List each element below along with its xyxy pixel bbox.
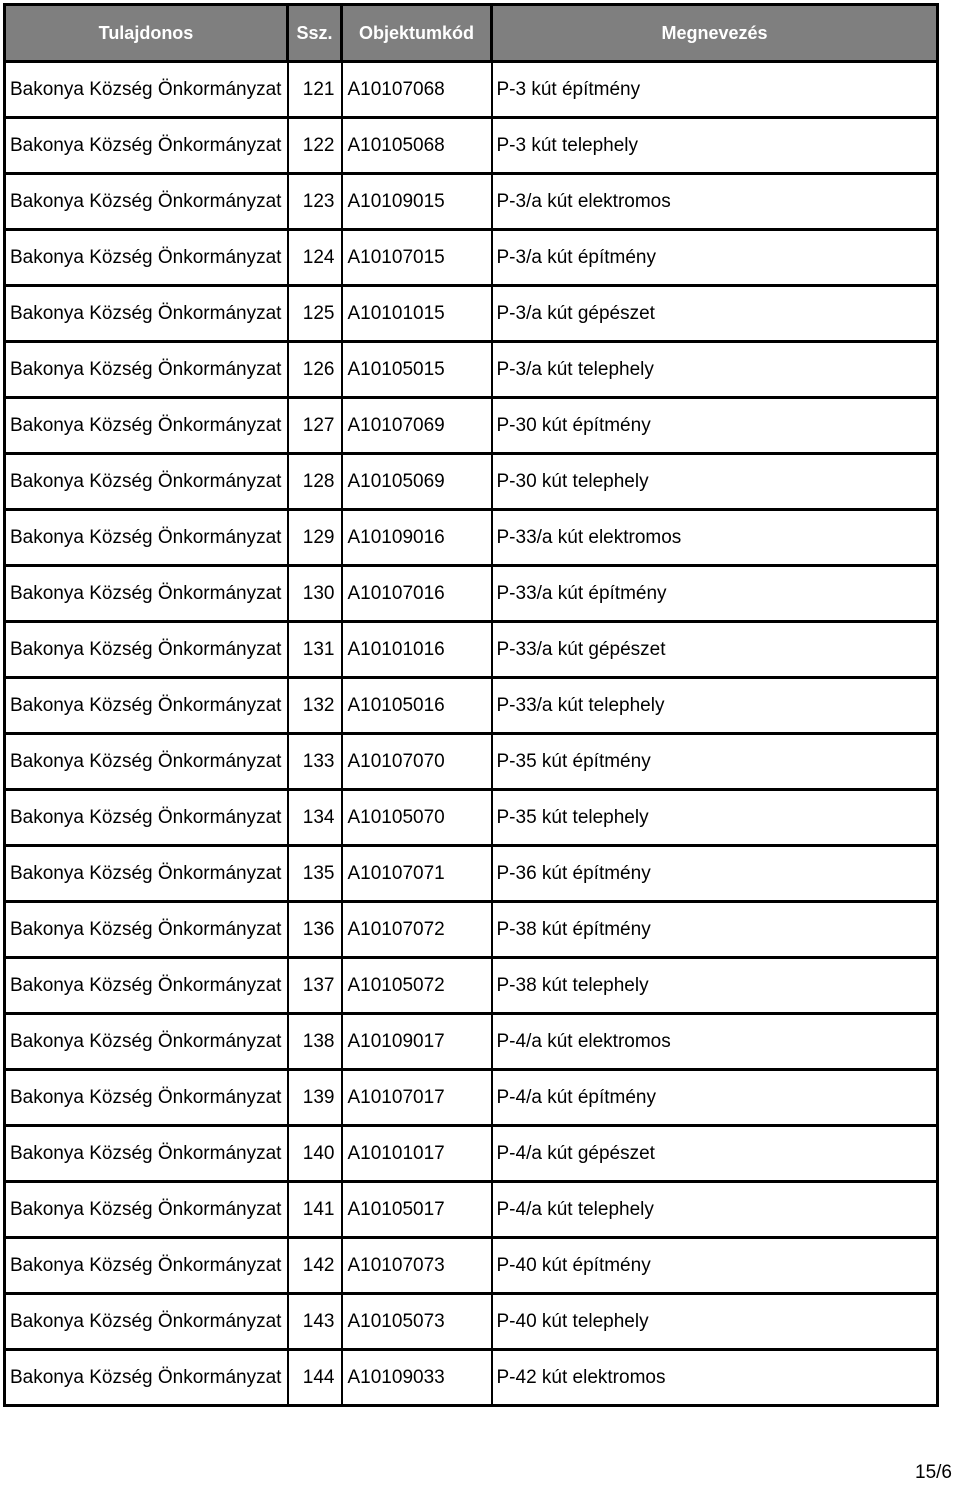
table-row: [5, 230, 938, 286]
cell-owner: Bakonya Község Önkormányzat: [5, 846, 288, 902]
cell-owner: Bakonya Község Önkormányzat: [5, 790, 288, 846]
cell-name: P-4/a kút elektromos: [492, 1014, 938, 1070]
cell-name: P-3 kút telephely: [492, 118, 938, 174]
cell-name: P-3 kút építmény: [492, 62, 938, 118]
table-row: [5, 1238, 938, 1294]
table-row: [5, 454, 938, 510]
cell-owner: Bakonya Község Önkormányzat: [5, 734, 288, 790]
table-row: [5, 734, 938, 790]
cell-name: P-3/a kút elektromos: [492, 174, 938, 230]
cell-code: A10107069: [342, 398, 492, 454]
cell-seq: 124: [288, 230, 342, 286]
cell-owner: Bakonya Község Önkormányzat: [5, 902, 288, 958]
table-row: [5, 286, 938, 342]
table-row: [5, 1294, 938, 1350]
cell-owner: Bakonya Község Önkormányzat: [5, 510, 288, 566]
cell-owner: Bakonya Község Önkormányzat: [5, 622, 288, 678]
cell-code: A10107073: [342, 1238, 492, 1294]
table-row: [5, 398, 938, 454]
header-row: [5, 5, 938, 62]
cell-owner: Bakonya Község Önkormányzat: [5, 174, 288, 230]
cell-owner: Bakonya Község Önkormányzat: [5, 1238, 288, 1294]
cell-code: A10107016: [342, 566, 492, 622]
table-row: [5, 790, 938, 846]
cell-name: P-40 kút telephely: [492, 1294, 938, 1350]
cell-name: P-36 kút építmény: [492, 846, 938, 902]
inventory-table: [3, 3, 939, 1407]
table-header: [5, 5, 938, 62]
cell-name: P-30 kút építmény: [492, 398, 938, 454]
cell-owner: Bakonya Község Önkormányzat: [5, 1014, 288, 1070]
cell-owner: Bakonya Község Önkormányzat: [5, 958, 288, 1014]
cell-code: A10105069: [342, 454, 492, 510]
cell-code: A10105017: [342, 1182, 492, 1238]
cell-code: A10109015: [342, 174, 492, 230]
cell-code: A10105015: [342, 342, 492, 398]
cell-seq: 130: [288, 566, 342, 622]
cell-name: P-33/a kút elektromos: [492, 510, 938, 566]
cell-name: P-35 kút telephely: [492, 790, 938, 846]
cell-seq: 129: [288, 510, 342, 566]
cell-seq: 144: [288, 1350, 342, 1406]
cell-code: A10101015: [342, 286, 492, 342]
cell-seq: 121: [288, 62, 342, 118]
cell-owner: Bakonya Község Önkormányzat: [5, 286, 288, 342]
table-row: [5, 118, 938, 174]
cell-seq: 142: [288, 1238, 342, 1294]
cell-owner: Bakonya Község Önkormányzat: [5, 1126, 288, 1182]
table-row: [5, 174, 938, 230]
table-row: [5, 1014, 938, 1070]
cell-owner: Bakonya Község Önkormányzat: [5, 118, 288, 174]
column-header-name: Megnevezés: [492, 5, 938, 62]
cell-seq: 123: [288, 174, 342, 230]
cell-code: A10109017: [342, 1014, 492, 1070]
page-number: 15/6: [915, 1462, 952, 1483]
cell-seq: 135: [288, 846, 342, 902]
cell-name: P-42 kút elektromos: [492, 1350, 938, 1406]
cell-owner: Bakonya Község Önkormányzat: [5, 678, 288, 734]
cell-code: A10105068: [342, 118, 492, 174]
table-row: [5, 62, 938, 118]
table-row: [5, 342, 938, 398]
table-row: [5, 1126, 938, 1182]
cell-name: P-30 kút telephely: [492, 454, 938, 510]
cell-seq: 122: [288, 118, 342, 174]
cell-code: A10101017: [342, 1126, 492, 1182]
cell-code: A10109016: [342, 510, 492, 566]
table-row: [5, 1070, 938, 1126]
cell-code: A10101016: [342, 622, 492, 678]
cell-seq: 132: [288, 678, 342, 734]
cell-seq: 128: [288, 454, 342, 510]
inventory-table-wrapper: [3, 3, 936, 1407]
cell-owner: Bakonya Község Önkormányzat: [5, 1350, 288, 1406]
cell-code: A10107015: [342, 230, 492, 286]
cell-seq: 137: [288, 958, 342, 1014]
cell-code: A10105016: [342, 678, 492, 734]
cell-seq: 134: [288, 790, 342, 846]
cell-code: A10107017: [342, 1070, 492, 1126]
cell-name: P-33/a kút építmény: [492, 566, 938, 622]
cell-name: P-4/a kút építmény: [492, 1070, 938, 1126]
cell-name: P-4/a kút telephely: [492, 1182, 938, 1238]
column-header-code: Objektumkód: [342, 5, 492, 62]
cell-owner: Bakonya Község Önkormányzat: [5, 454, 288, 510]
cell-seq: 138: [288, 1014, 342, 1070]
cell-code: A10107072: [342, 902, 492, 958]
cell-name: P-3/a kút telephely: [492, 342, 938, 398]
cell-name: P-33/a kút gépészet: [492, 622, 938, 678]
cell-owner: Bakonya Község Önkormányzat: [5, 566, 288, 622]
cell-seq: 126: [288, 342, 342, 398]
cell-seq: 127: [288, 398, 342, 454]
cell-owner: Bakonya Község Önkormányzat: [5, 1070, 288, 1126]
cell-seq: 139: [288, 1070, 342, 1126]
table-row: [5, 678, 938, 734]
cell-seq: 131: [288, 622, 342, 678]
cell-seq: 125: [288, 286, 342, 342]
table-row: [5, 622, 938, 678]
cell-owner: Bakonya Község Önkormányzat: [5, 342, 288, 398]
cell-owner: Bakonya Község Önkormányzat: [5, 398, 288, 454]
cell-owner: Bakonya Község Önkormányzat: [5, 230, 288, 286]
cell-seq: 140: [288, 1126, 342, 1182]
cell-code: A10105072: [342, 958, 492, 1014]
cell-name: P-4/a kút gépészet: [492, 1126, 938, 1182]
cell-name: P-38 kút építmény: [492, 902, 938, 958]
table-row: [5, 846, 938, 902]
table-row: [5, 1350, 938, 1406]
cell-code: A10107071: [342, 846, 492, 902]
cell-owner: Bakonya Község Önkormányzat: [5, 1294, 288, 1350]
cell-name: P-3/a kút építmény: [492, 230, 938, 286]
cell-name: P-33/a kút telephely: [492, 678, 938, 734]
cell-owner: Bakonya Község Önkormányzat: [5, 1182, 288, 1238]
cell-name: P-40 kút építmény: [492, 1238, 938, 1294]
cell-code: A10109033: [342, 1350, 492, 1406]
cell-code: A10105070: [342, 790, 492, 846]
cell-code: A10105073: [342, 1294, 492, 1350]
table-row: [5, 1182, 938, 1238]
table-body: [5, 62, 938, 1406]
table-row: [5, 902, 938, 958]
cell-name: P-35 kút építmény: [492, 734, 938, 790]
cell-seq: 141: [288, 1182, 342, 1238]
cell-seq: 136: [288, 902, 342, 958]
column-header-seq: Ssz.: [288, 5, 342, 62]
cell-name: P-3/a kút gépészet: [492, 286, 938, 342]
cell-code: A10107068: [342, 62, 492, 118]
cell-name: P-38 kút telephely: [492, 958, 938, 1014]
table-row: [5, 958, 938, 1014]
cell-owner: Bakonya Község Önkormányzat: [5, 62, 288, 118]
cell-seq: 133: [288, 734, 342, 790]
cell-code: A10107070: [342, 734, 492, 790]
column-header-owner: Tulajdonos: [5, 5, 288, 62]
table-row: [5, 510, 938, 566]
table-row: [5, 566, 938, 622]
cell-seq: 143: [288, 1294, 342, 1350]
